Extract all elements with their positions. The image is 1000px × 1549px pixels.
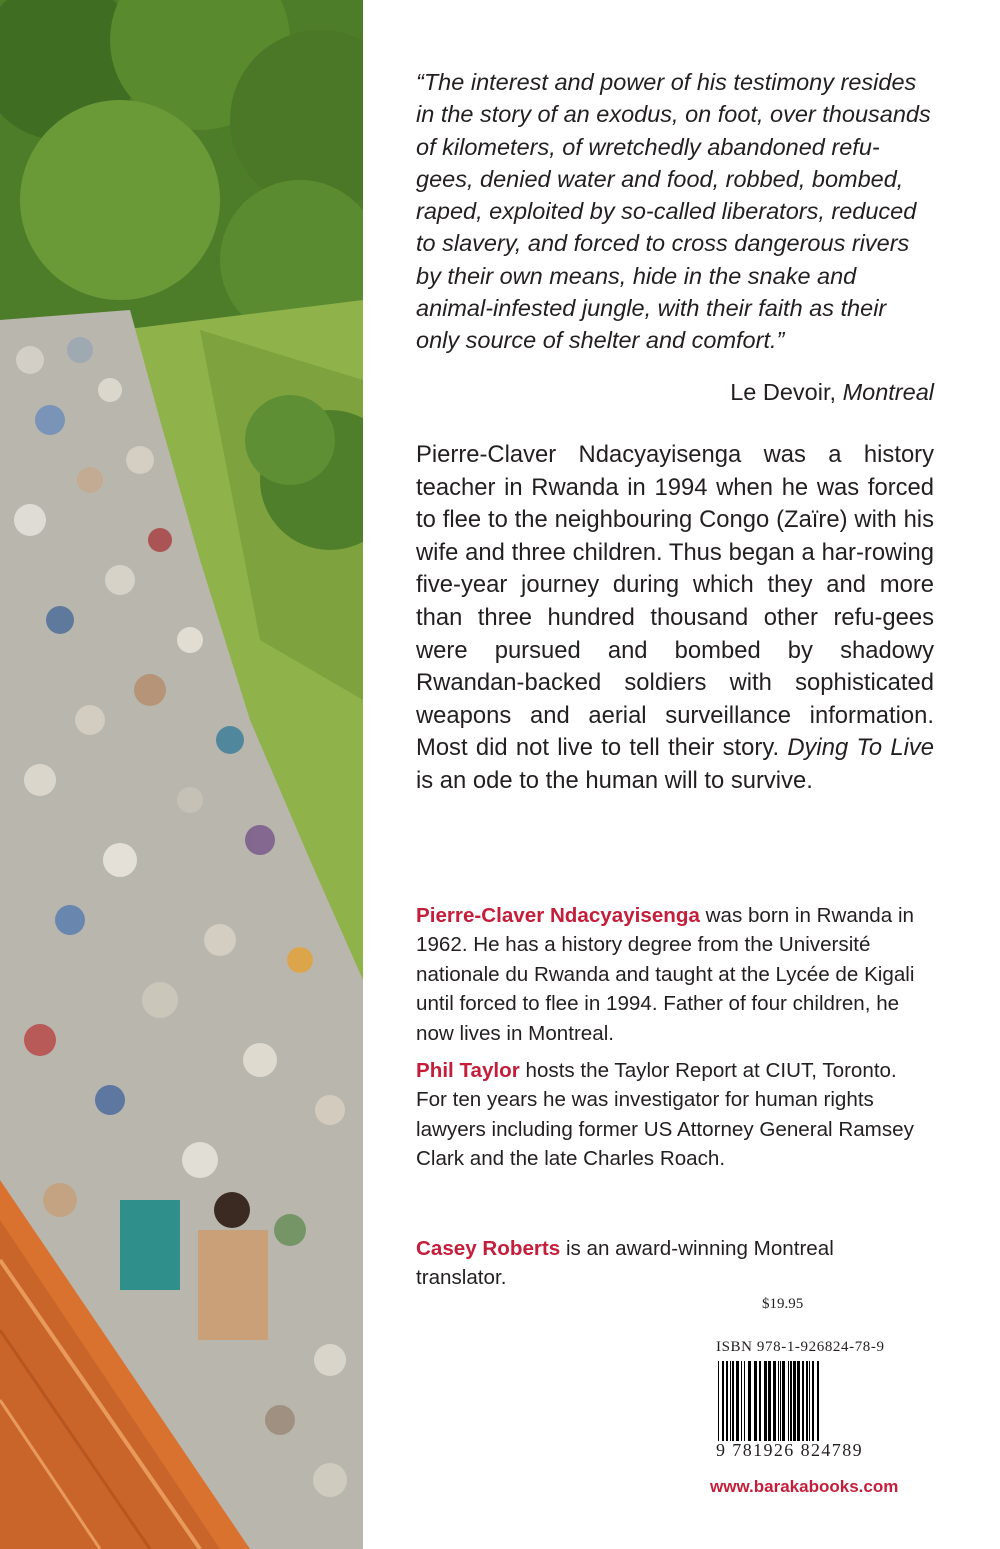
foreword-bio-text: hosts the Taylor Report at CIUT, Toronto. For ten years he was investigator for human rights lawyers including former US Attorney General Ramsey Clark and the late Charles Roach.	[416, 1059, 914, 1171]
barcode-bar	[726, 1361, 728, 1441]
barcode-bar	[736, 1361, 739, 1441]
foreword-bio	[416, 1056, 916, 1174]
barcode-bar	[744, 1361, 745, 1441]
barcode-bar	[797, 1361, 800, 1441]
barcode-bars	[716, 1361, 912, 1441]
barcode-bar	[732, 1361, 734, 1441]
price: $19.95	[762, 1296, 804, 1312]
barcode-bar	[768, 1361, 771, 1441]
translator-bio	[416, 1234, 916, 1293]
barcode-bar	[748, 1361, 751, 1441]
translator-bio-text: is an award-winning Montreal translator.	[416, 1237, 834, 1290]
barcode-number: 9 781926 824789	[716, 1440, 863, 1460]
barcode-bar	[722, 1361, 724, 1441]
translator-name: Casey Roberts	[416, 1237, 561, 1260]
author-name: Pierre-Claver Ndacyayisenga	[416, 904, 700, 927]
author-bio	[416, 901, 916, 1048]
foreword-name: Phil Taylor	[416, 1059, 520, 1082]
barcode-bar	[790, 1361, 792, 1441]
review-quote: “The interest and power of his testimony resides in the story of an exodus, on foot, over thousands of kilometers, of wretchedly abandoned refu-gees, denied water and food, robbed, bombed, raped, exploited by so-called liberators, reduced to slavery, and forced to cross dangerous rivers by their own means, hide in the snake and animal-infested jungle, with their faith as their only source of shelter and comfort.”	[416, 69, 931, 354]
barcode-bar	[806, 1361, 808, 1441]
barcode-bar	[817, 1361, 819, 1441]
book-description	[416, 439, 934, 798]
barcode-bar	[780, 1361, 781, 1441]
person-figure	[198, 1230, 268, 1340]
publisher-website[interactable]: www.barakabooks.com	[710, 1477, 899, 1496]
barcode-bar	[730, 1361, 731, 1441]
author-bio-text: was born in Rwanda in 1962. He has a history degree from the Université nationale du Rwanda and taught at the Lycée de Kigali until forced to flee in 1994. Father of four children, he now lives in Montreal.	[416, 904, 915, 1045]
quote-source-name: Le Devoir,	[730, 379, 843, 405]
isbn: ISBN 978-1-926824-78-9	[716, 1339, 885, 1355]
barcode-bar	[812, 1361, 814, 1441]
quote-source-city: Montreal	[842, 379, 934, 405]
barcode-bar	[764, 1361, 767, 1441]
barcode-bar	[782, 1361, 785, 1441]
barcode-bar	[754, 1361, 757, 1441]
quote-source	[416, 376, 934, 408]
description-end: is an ode to the human will to survive.	[416, 766, 813, 794]
barcode-bar	[793, 1361, 796, 1441]
barcode-bar	[809, 1361, 810, 1441]
barcode-bar	[802, 1361, 804, 1441]
cover-photo	[0, 0, 363, 1549]
barcode-bar	[773, 1361, 776, 1441]
barcode-bar	[759, 1361, 761, 1441]
refugee-column-illustration	[0, 0, 363, 1549]
barcode-bar	[741, 1361, 742, 1441]
description-text: Pierre-Claver Ndacyayisenga was a history teacher in Rwanda in 1994 when he was forced to flee to the neighbouring Congo (Zaïre) with his wife and three children. Thus began a har-rowing five-year journey during which they and more than three hundred thousand other refu-gees were pursued and bombed by shadowy Rwandan-backed soldiers with sophisticated weapons and aerial surveillance information. Most did not live to tell their story.	[416, 441, 934, 762]
barcode-bar	[778, 1361, 779, 1441]
book-title: Dying To Live	[787, 734, 934, 762]
barcode-bar	[788, 1361, 789, 1441]
barcode-bar	[718, 1361, 719, 1441]
